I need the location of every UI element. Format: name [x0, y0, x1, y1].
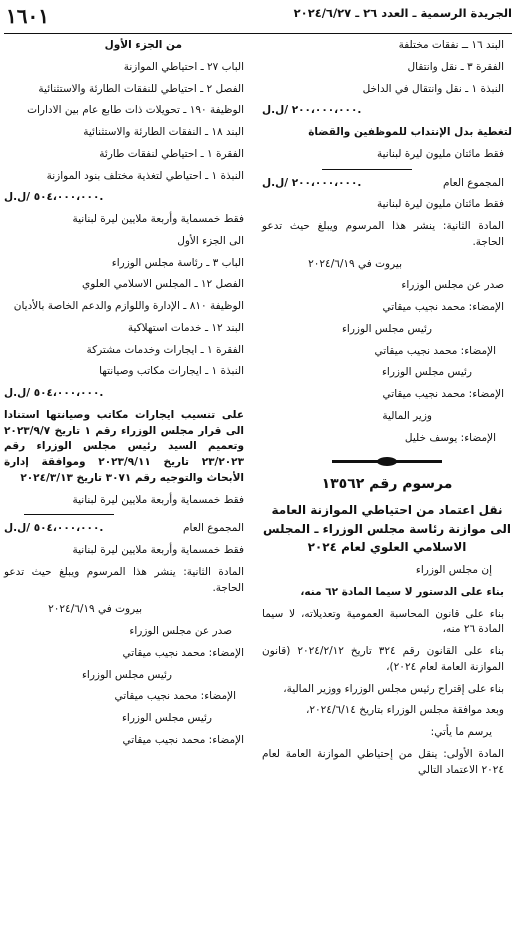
budget-line: البند ١٨ ـ النفقات الطارئة والاستثنائية: [83, 126, 244, 138]
based-on-line: بناء على قانون المحاسبة العمومية وتعديلاته، لا سيما المادة ٢٦ منه،: [262, 607, 504, 636]
budget-line: الفقرة ١ ـ احتياطي لنفقات طارئة: [99, 147, 244, 160]
budget-line: الفصل ٢ ـ احتياطي للنفقات الطارئة والاستثنائية: [38, 82, 244, 95]
left-column: [4, 38, 252, 934]
budget-line: النبذة ١ ـ نقل وانتقال في الداخل: [362, 82, 504, 95]
section-label: من الجزء الأول: [104, 39, 182, 51]
sum-rule: [24, 514, 114, 515]
section-label: الى الجزء الأول: [177, 234, 244, 247]
signatory-title: وزير المالية: [382, 409, 432, 422]
based-on-line: وبعد موافقة مجلس الوزراء بتاريخ ٢٠٢٤/٦/١٤،: [306, 704, 504, 717]
based-on-line: بناء على القانون رقم ٣٢٤ تاريخ ٢٠٢٤/٢/١٢ (قانون الموازنة العامة لعام ٢٠٢٤)،: [262, 645, 504, 673]
section-divider: [262, 454, 512, 468]
budget-line: النبذة ١ ـ ايجارات مكاتب وصيانتها: [99, 365, 244, 378]
signature: الإمضاء: محمد نجيب ميقاتي: [382, 301, 504, 313]
signature: الإمضاء: محمد نجيب ميقاتي: [114, 690, 236, 703]
sum-rule: [322, 169, 412, 170]
header-rule: [4, 33, 512, 34]
budget-line: الباب ٢٧ ـ احتياطي الموازنة: [123, 60, 244, 73]
budget-line: الوظيفة ٨١٠ ـ الإدارة واللوازم والدعم الخاصة بالأديان: [13, 300, 244, 312]
right-column: [262, 38, 512, 934]
total-label: المجموع العام: [443, 176, 504, 189]
signature: الإمضاء: يوسف خليل: [404, 431, 496, 444]
signatory-title: رئيس مجلس الوزراء: [121, 712, 212, 724]
amount: ٥٠٤،٠٠٠،٠٠٠ /ل.ل.: [4, 387, 104, 399]
article-one: المادة الأولى: ينقل من إحتياطي الموازنة العامة لعام ٢٠٢٤ الاعتماد التالي: [262, 747, 504, 776]
total-words: فقط خمسماية وأربعة ملايين ليرة لبنانية: [72, 544, 244, 556]
signatory-title: رئيس مجلس الوزراء: [81, 668, 172, 681]
budget-line: البند ١٦ ــ نفقات مختلفة: [398, 39, 504, 51]
signatory-title: رئيس مجلس الوزراء: [341, 322, 432, 335]
budget-line: الفصل ١٢ ـ المجلس الاسلامي العلوي: [81, 278, 244, 291]
budget-line: الفقرة ٣ ـ نقل وانتقال: [407, 60, 504, 73]
header-title: الجريدة الرسمية ـ العدد ٢٦ ـ ٢٠٢٤/٦/٢٧: [293, 6, 512, 20]
signature: الإمضاء: محمد نجيب ميقاتي: [374, 344, 496, 357]
article-two: المادة الثانية: ينشر هذا المرسوم ويبلغ حيث تدعو الحاجة.: [4, 565, 244, 594]
purpose: لتغطية بدل الإنتداب للموظفين والقضاة: [308, 126, 512, 138]
page-number: ١٦٠١: [6, 4, 49, 28]
total-row: [4, 521, 252, 537]
amount-words: فقط مائتان مليون ليرة لبنانية: [377, 147, 504, 160]
budget-line: النبذة ١ ـ احتياطي لتغذية مختلف بنود الموازنة: [46, 169, 244, 182]
signature: الإمضاء: محمد نجيب ميقاتي: [382, 388, 504, 400]
signatory-title: رئيس مجلس الوزراء: [381, 366, 472, 379]
total-row: [262, 176, 512, 192]
total-words: فقط مائتان مليون ليرة لبنانية: [377, 198, 504, 211]
issued-by: صدر عن مجلس الوزراء: [401, 279, 504, 292]
based-on-line: بناء على إقتراح رئيس مجلس الوزراء ووزير المالية،: [283, 682, 504, 695]
amount: ٥٠٤،٠٠٠،٠٠٠ /ل.ل.: [4, 191, 104, 204]
signature: الإمضاء: محمد نجيب ميقاتي: [122, 646, 244, 659]
total-value: ٢٠٠،٠٠٠،٠٠٠ /ل.ل.: [262, 176, 362, 189]
amount-words: فقط خمسماية وأربعة ملايين ليرة لبنانية: [72, 493, 244, 506]
decrees-line: يرسم ما يأتي:: [430, 726, 492, 739]
decree-title: مرسوم رقم ١٣٥٦٢: [321, 476, 453, 493]
decree-subject: نقل اعتماد من احتياطي الموازنة العامة الى موازنة رئاسة مجلس الوزراء ـ المجلس الاسلامي العلوي لعام ٢٠٢٤: [262, 503, 511, 555]
place-date: بيروت في ٢٠٢٤/٦/١٩: [48, 603, 142, 616]
budget-line: الفقرة ١ ـ ايجارات وخدمات مشتركة: [86, 343, 244, 356]
total-label: المجموع العام: [183, 522, 244, 535]
council-line: إن مجلس الوزراء: [415, 564, 492, 577]
based-on-line: بناء على الدستور لا سيما المادة ٦٢ منه،: [300, 585, 504, 598]
page-header: [4, 4, 512, 34]
signature: الإمضاء: محمد نجيب ميقاتي: [122, 733, 244, 746]
budget-line: الباب ٣ ـ رئاسة مجلس الوزراء: [111, 256, 244, 269]
budget-line: الوظيفة ١٩٠ ـ تحويلات ذات طابع عام بين الادارات: [27, 104, 244, 117]
amount: ٢٠٠،٠٠٠،٠٠٠ /ل.ل.: [262, 104, 362, 117]
place-date: بيروت في ٢٠٢٤/٦/١٩: [308, 257, 402, 270]
amount-words: فقط خمسماية وأربعة ملايين ليرة لبنانية: [72, 213, 244, 225]
budget-line: البند ١٢ ـ خدمات استهلاكية: [127, 321, 244, 334]
purpose: على تنسيب ايجارات مكاتب وصيانتها استنادا الى قرار مجلس الوزراء رقم ١ تاريخ ٢٠٢٣/٩/٧ وتعميم السيد رئيس مجلس الوزراء رقم ٢٣/٢٠٢٣ تاريخ ٢٠٢٣/٩/١١ وموافقة إدارة الأبحاث والتوجيه رقم ٣٠٧١ تاريخ ٢٠٢٤/٣/١٣: [4, 408, 244, 484]
article-two: المادة الثانية: ينشر هذا المرسوم ويبلغ حيث تدعو الحاجة.: [262, 220, 504, 248]
total-value: ٥٠٤،٠٠٠،٠٠٠ /ل.ل.: [4, 522, 104, 535]
issued-by: صدر عن مجلس الوزراء: [129, 625, 232, 637]
